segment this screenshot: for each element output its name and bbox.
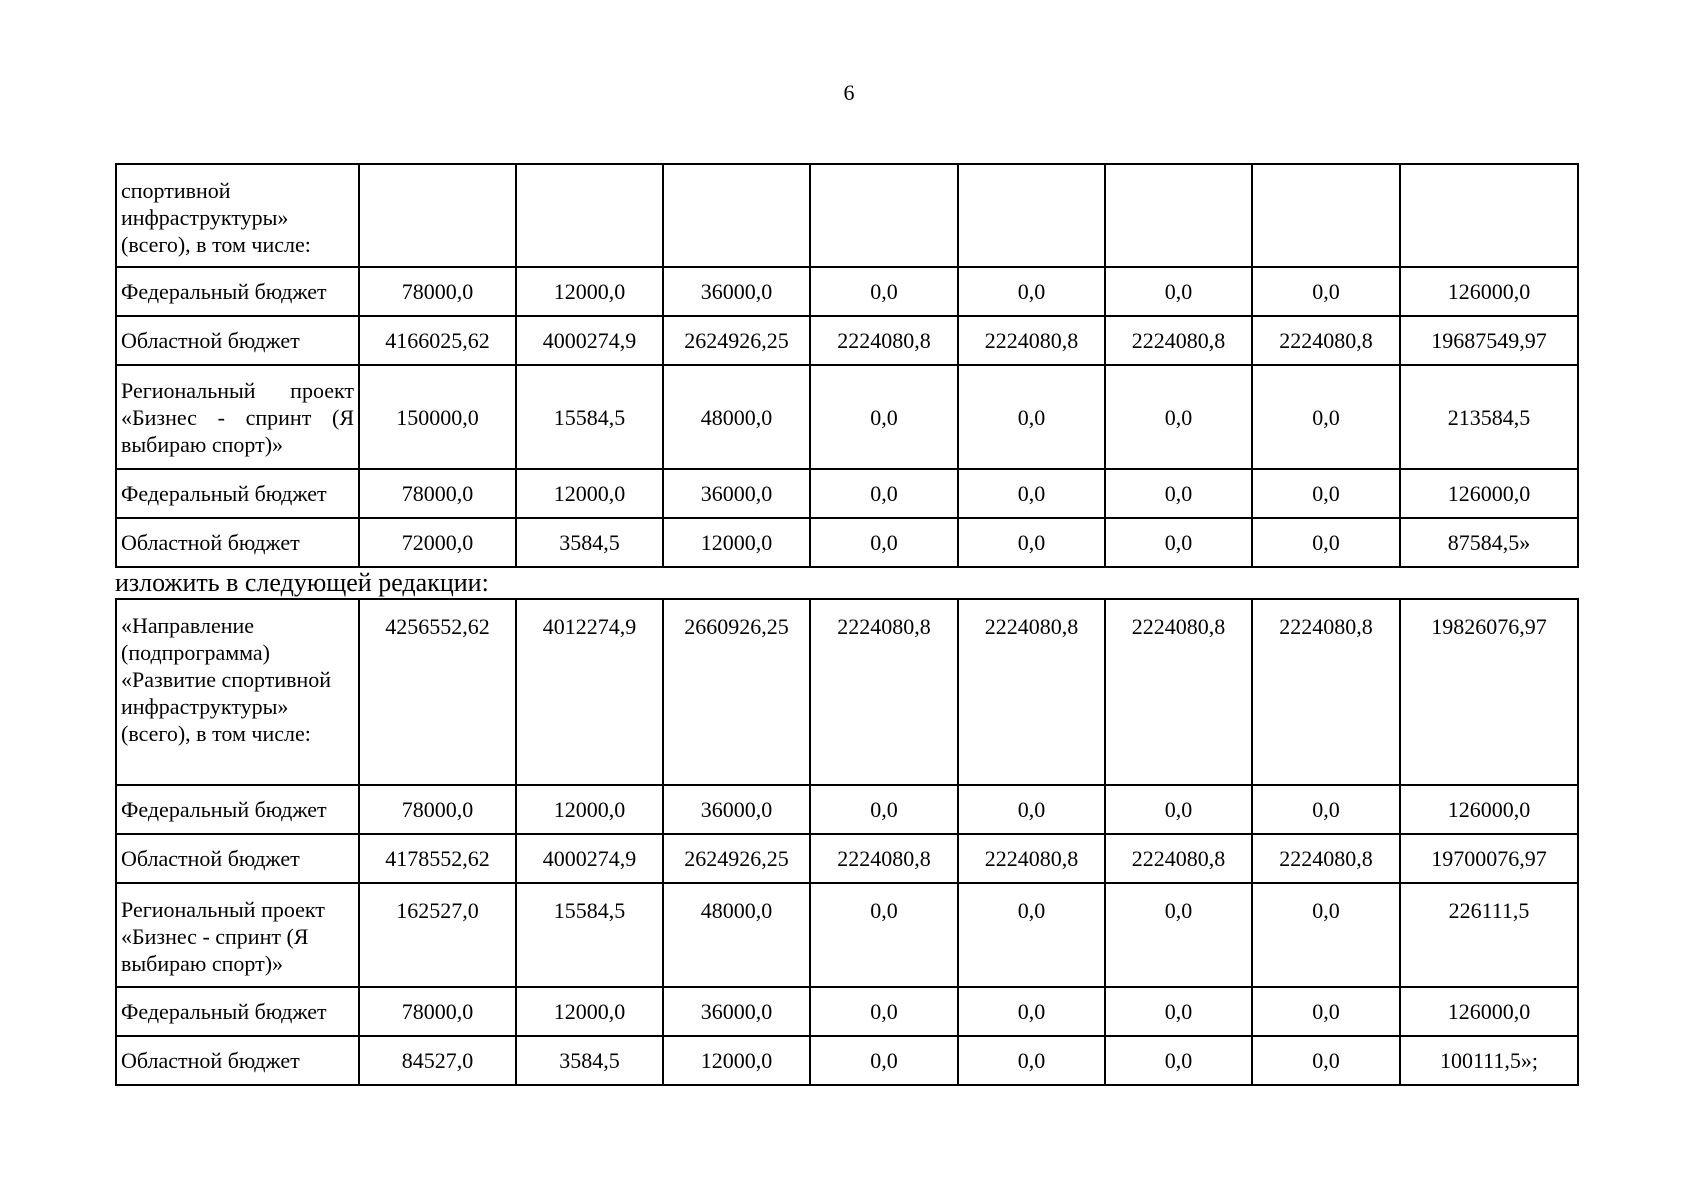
value-cell: 0,0 xyxy=(958,518,1105,567)
value-cell: 0,0 xyxy=(1252,365,1400,469)
value-cell xyxy=(1105,164,1252,267)
row-label: Региональный проект «Бизнес - спринт (Я выбираю спорт)» xyxy=(116,365,359,469)
value-cell: 4000274,9 xyxy=(516,316,663,365)
value-cell: 0,0 xyxy=(1252,883,1400,987)
value-cell xyxy=(359,164,516,267)
budget-table-new xyxy=(115,598,1579,1086)
value-cell: 4178552,62 xyxy=(359,834,516,883)
value-cell: 0,0 xyxy=(810,987,958,1036)
value-cell: 12000,0 xyxy=(516,785,663,834)
value-cell: 36000,0 xyxy=(663,987,810,1036)
table-row xyxy=(116,785,1578,834)
value-cell: 0,0 xyxy=(958,365,1105,469)
value-cell: 78000,0 xyxy=(359,785,516,834)
value-cell: 2224080,8 xyxy=(1252,834,1400,883)
row-label: Областной бюджет xyxy=(116,518,359,567)
value-cell: 2224080,8 xyxy=(810,316,958,365)
table-row xyxy=(116,164,1578,267)
value-cell: 0,0 xyxy=(958,987,1105,1036)
value-cell: 2224080,8 xyxy=(958,599,1105,785)
value-cell: 3584,5 xyxy=(516,518,663,567)
budget-table-old xyxy=(115,163,1579,568)
value-cell: 2224080,8 xyxy=(1105,599,1252,785)
value-cell xyxy=(663,164,810,267)
value-cell: 2224080,8 xyxy=(1105,316,1252,365)
table-row xyxy=(116,365,1578,469)
table-row xyxy=(116,267,1578,316)
value-cell: 48000,0 xyxy=(663,365,810,469)
value-cell: 0,0 xyxy=(810,1036,958,1085)
value-cell: 2224080,8 xyxy=(810,834,958,883)
table-row xyxy=(116,316,1578,365)
value-cell: 0,0 xyxy=(1252,469,1400,518)
total-cell: 126000,0 xyxy=(1400,987,1578,1036)
value-cell: 0,0 xyxy=(1252,518,1400,567)
value-cell: 0,0 xyxy=(1105,267,1252,316)
value-cell: 12000,0 xyxy=(663,1036,810,1085)
row-label: Региональный проект «Бизнес - спринт (Я выбираю спорт)» xyxy=(116,883,359,987)
value-cell: 4256552,62 xyxy=(359,599,516,785)
value-cell: 2224080,8 xyxy=(1252,599,1400,785)
row-label: «Направление (подпрограмма) «Развитие спортивной инфраструктуры» (всего), в том числе: xyxy=(116,599,359,785)
value-cell: 2660926,25 xyxy=(663,599,810,785)
value-cell: 0,0 xyxy=(1252,267,1400,316)
row-label: Областной бюджет xyxy=(116,834,359,883)
value-cell: 0,0 xyxy=(1252,987,1400,1036)
value-cell: 0,0 xyxy=(1105,883,1252,987)
value-cell: 36000,0 xyxy=(663,469,810,518)
value-cell: 0,0 xyxy=(810,883,958,987)
value-cell: 0,0 xyxy=(1105,987,1252,1036)
value-cell xyxy=(1252,164,1400,267)
total-cell: 126000,0 xyxy=(1400,469,1578,518)
value-cell: 12000,0 xyxy=(663,518,810,567)
total-cell: 126000,0 xyxy=(1400,785,1578,834)
amendment-text: изложить в следующей редакции: xyxy=(115,568,489,597)
value-cell: 0,0 xyxy=(1252,1036,1400,1085)
total-cell: 19687549,97 xyxy=(1400,316,1578,365)
value-cell: 0,0 xyxy=(1105,365,1252,469)
value-cell: 2224080,8 xyxy=(810,599,958,785)
table-row xyxy=(116,883,1578,987)
value-cell: 2224080,8 xyxy=(1252,316,1400,365)
table-row xyxy=(116,599,1578,785)
value-cell: 78000,0 xyxy=(359,987,516,1036)
value-cell: 78000,0 xyxy=(359,267,516,316)
value-cell: 0,0 xyxy=(958,883,1105,987)
value-cell: 48000,0 xyxy=(663,883,810,987)
total-cell: 19826076,97 xyxy=(1400,599,1578,785)
total-cell: 100111,5»; xyxy=(1400,1036,1578,1085)
value-cell: 4012274,9 xyxy=(516,599,663,785)
value-cell: 12000,0 xyxy=(516,267,663,316)
value-cell: 150000,0 xyxy=(359,365,516,469)
total-cell: 19700076,97 xyxy=(1400,834,1578,883)
table-row xyxy=(116,834,1578,883)
value-cell: 72000,0 xyxy=(359,518,516,567)
row-label: Областной бюджет xyxy=(116,316,359,365)
value-cell: 0,0 xyxy=(958,1036,1105,1085)
value-cell: 0,0 xyxy=(810,518,958,567)
row-label: Федеральный бюджет xyxy=(116,987,359,1036)
table-row xyxy=(116,518,1578,567)
value-cell: 2224080,8 xyxy=(958,316,1105,365)
row-label: Федеральный бюджет xyxy=(116,469,359,518)
value-cell: 36000,0 xyxy=(663,267,810,316)
value-cell: 0,0 xyxy=(1105,518,1252,567)
total-cell: 87584,5» xyxy=(1400,518,1578,567)
value-cell: 0,0 xyxy=(1252,785,1400,834)
total-cell: 213584,5 xyxy=(1400,365,1578,469)
value-cell: 0,0 xyxy=(958,469,1105,518)
value-cell: 4000274,9 xyxy=(516,834,663,883)
row-label: спортивной инфраструктуры» (всего), в том числе: xyxy=(116,164,359,267)
row-label: Областной бюджет xyxy=(116,1036,359,1085)
value-cell: 0,0 xyxy=(1105,1036,1252,1085)
table-row xyxy=(116,987,1578,1036)
value-cell: 0,0 xyxy=(1105,785,1252,834)
value-cell: 4166025,62 xyxy=(359,316,516,365)
value-cell: 2224080,8 xyxy=(958,834,1105,883)
page-number: 6 xyxy=(843,80,855,105)
value-cell: 3584,5 xyxy=(516,1036,663,1085)
total-cell: 226111,5 xyxy=(1400,883,1578,987)
value-cell: 2624926,25 xyxy=(663,834,810,883)
value-cell: 0,0 xyxy=(1105,469,1252,518)
value-cell: 12000,0 xyxy=(516,987,663,1036)
value-cell: 2224080,8 xyxy=(1105,834,1252,883)
value-cell: 15584,5 xyxy=(516,365,663,469)
total-cell xyxy=(1400,164,1578,267)
value-cell: 0,0 xyxy=(810,365,958,469)
table-row xyxy=(116,469,1578,518)
value-cell xyxy=(958,164,1105,267)
value-cell xyxy=(516,164,663,267)
value-cell: 0,0 xyxy=(958,785,1105,834)
value-cell: 0,0 xyxy=(810,785,958,834)
table-row xyxy=(116,1036,1578,1085)
row-label: Федеральный бюджет xyxy=(116,267,359,316)
value-cell: 12000,0 xyxy=(516,469,663,518)
value-cell: 36000,0 xyxy=(663,785,810,834)
value-cell: 162527,0 xyxy=(359,883,516,987)
value-cell xyxy=(810,164,958,267)
value-cell: 0,0 xyxy=(810,267,958,316)
value-cell: 0,0 xyxy=(958,267,1105,316)
value-cell: 78000,0 xyxy=(359,469,516,518)
row-label: Федеральный бюджет xyxy=(116,785,359,834)
value-cell: 84527,0 xyxy=(359,1036,516,1085)
total-cell: 126000,0 xyxy=(1400,267,1578,316)
value-cell: 2624926,25 xyxy=(663,316,810,365)
value-cell: 0,0 xyxy=(810,469,958,518)
value-cell: 15584,5 xyxy=(516,883,663,987)
